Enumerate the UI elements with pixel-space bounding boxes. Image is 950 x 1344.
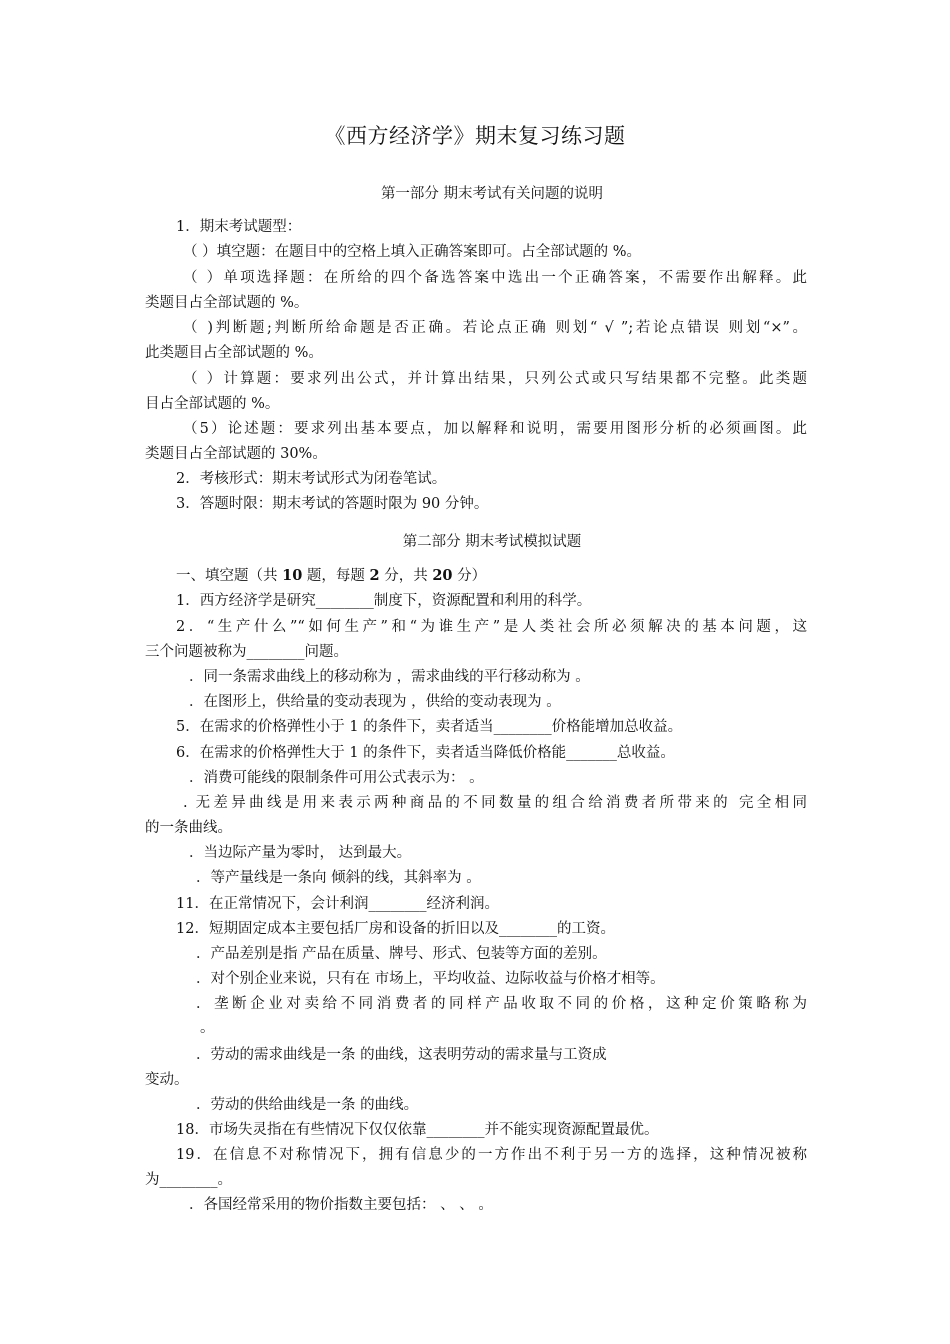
question-line: 为________。 — [145, 1172, 232, 1188]
question-line: ．各国经常采用的物价指数主要包括： 、 、 。 — [189, 1197, 493, 1213]
question-line: ．在图形上，供给量的变动表现为 ，供给的变动表现为 。 — [189, 694, 561, 710]
question-line: 11．在正常情况下，会计利润________经济利润。 — [176, 896, 499, 912]
question-line: 2．“生产什么”“如何生产”和“为谁生产”是人类社会所必须解决的基本问题，这 — [176, 619, 807, 635]
text-line: （ )判断题;判断所给命题是否正确。若论点正确 则划“ √ ”;若论点错误 则划“×”。 — [183, 320, 807, 336]
question-line: 变动。 — [145, 1072, 189, 1088]
question-line: 5．在需求的价格弹性小于 1 的条件下，卖者适当________价格能增加总收益。 — [176, 719, 683, 735]
text-line: 3．答题时限：期末考试的答题时限为 90 分钟。 — [176, 496, 489, 512]
question-line: 。 — [200, 1020, 215, 1036]
section-heading: 一、填空题（共 10 题，每题 2 分，共 20 分） — [176, 567, 487, 584]
question-line: ．当边际产量为零时， 达到最大。 — [189, 845, 412, 861]
text-line: （5）论述题：要求列出基本要点，加以解释和说明，需要用图形分析的必须画图。此 — [183, 421, 807, 437]
question-line: ．对个别企业来说，只有在 市场上，平均收益、边际收益与价格才相等。 — [196, 971, 665, 987]
question-line: ．劳动的需求曲线是一条 的曲线，这表明劳动的需求量与工资成 — [196, 1047, 607, 1063]
question-line: 19．在信息不对称情况下，拥有信息少的一方作出不利于另一方的选择，这种情况被称 — [176, 1147, 807, 1163]
question-line: ．垄断企业对卖给不同消费者的同样产品收取不同的价格，这种定价策略称为 — [196, 996, 807, 1012]
document-title: 《西方经济学》期末复习练习题 — [324, 124, 626, 148]
text-line: （ ）填空题：在题目中的空格上填入正确答案即可。占全部试题的 %。 — [183, 244, 641, 260]
text-line: （ ）单项选择题：在所给的四个备选答案中选出一个正确答案，不需要作出解释。此 — [183, 270, 807, 286]
text-line: 1．期末考试题型： — [176, 219, 302, 235]
text-line: 目占全部试题的 %。 — [145, 396, 280, 412]
part2-heading: 第二部分 期末考试模拟试题 — [402, 534, 582, 550]
question-line: . 无差异曲线是用来表示两种商品的不同数量的组合给消费者所带来的 完全相同 — [183, 795, 807, 811]
question-line: ．产品差别是指 产品在质量、牌号、形式、包装等方面的差别。 — [196, 946, 607, 962]
text-line: 此类题目占全部试题的 %。 — [145, 345, 323, 361]
text-line: 类题目占全部试题的 30%。 — [145, 446, 327, 462]
question-line: ．等产量线是一条向 倾斜的线，其斜率为 。 — [196, 870, 481, 886]
question-line: ．劳动的供给曲线是一条 的曲线。 — [196, 1097, 419, 1113]
question-line: 三个问题被称为________问题。 — [145, 644, 348, 660]
question-line: ．消费可能线的限制条件可用公式表示为： 。 — [189, 770, 484, 786]
text-line: （ ）计算题：要求列出公式，并计算出结果，只列公式或只写结果都不完整。此类题 — [183, 371, 807, 387]
text-line: 2．考核形式：期末考试形式为闭卷笔试。 — [176, 471, 447, 487]
question-line: ．同一条需求曲线上的移动称为 ，需求曲线的平行移动称为 。 — [189, 669, 590, 685]
text-line: 类题目占全部试题的 %。 — [145, 295, 309, 311]
question-line: 1．西方经济学是研究________制度下，资源配置和利用的科学。 — [176, 593, 592, 609]
question-line: 18．市场失灵指在有些情况下仅仅依靠________并不能实现资源配置最优。 — [176, 1122, 659, 1138]
question-line: 的一条曲线。 — [145, 820, 232, 836]
question-line: 6．在需求的价格弹性大于 1 的条件下，卖者适当降低价格能_______总收益。 — [176, 745, 675, 761]
part1-heading: 第一部分 期末考试有关问题的说明 — [380, 186, 604, 202]
question-line: 12．短期固定成本主要包括厂房和设备的折旧以及________的工资。 — [176, 921, 615, 937]
